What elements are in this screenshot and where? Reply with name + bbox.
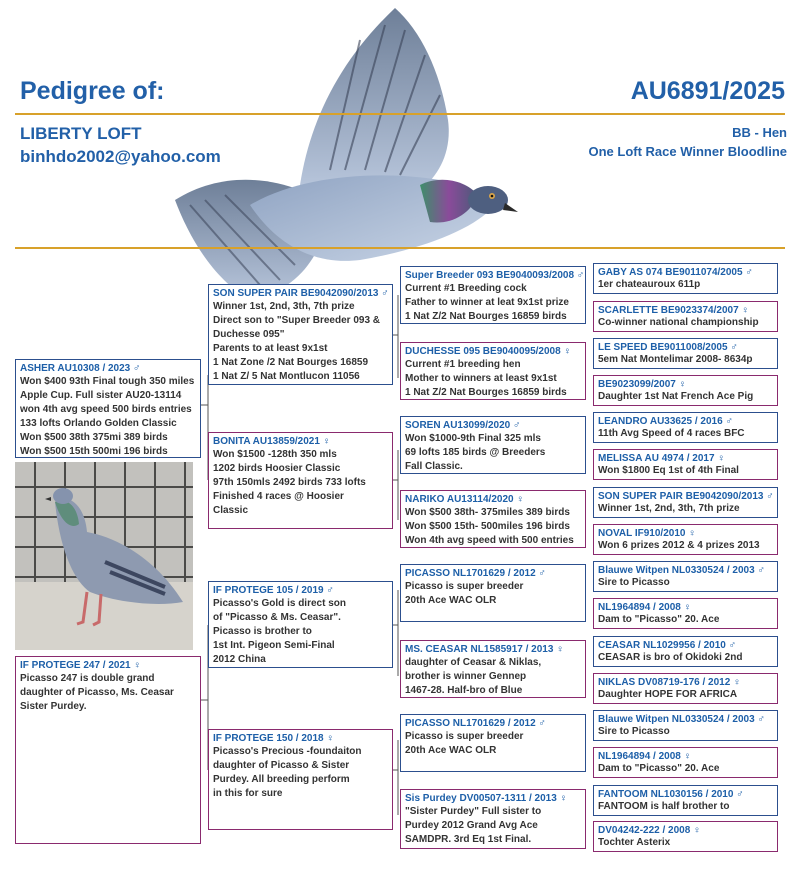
- ggp-name: NARIKO AU13114/2020: [405, 494, 514, 505]
- loft-email: binhdo2002@yahoo.com: [20, 147, 221, 166]
- g4-notes: Daughter 1st Nat French Ace Pig: [598, 391, 754, 402]
- g4-name: MELISSA AU 4974 / 2017: [598, 453, 715, 464]
- male-symbol-icon: ♂: [730, 342, 738, 353]
- grandparent-card[interactable]: [208, 432, 393, 529]
- g4-notes: Daughter HOPE FOR AFRICA: [598, 689, 738, 700]
- g4-card[interactable]: [593, 785, 778, 816]
- female-symbol-icon: ♀: [322, 436, 331, 447]
- g4-name: GABY AS 074 BE9011074/2005: [598, 267, 743, 278]
- female-symbol-icon: ♀: [563, 346, 571, 357]
- male-symbol-icon: ♂: [757, 714, 765, 725]
- grandparent-name: SON SUPER PAIR BE9042090/2013: [213, 288, 379, 299]
- grandparent-notes: Won $1500 -128th 350 mls 1202 birds Hoosier Classic 97th 150mls 2492 birds 733 lofts Finished 4 races @ Hoosier Classic: [213, 449, 366, 516]
- g4-card[interactable]: [593, 710, 778, 741]
- ggp-notes: "Sister Purdey" Full sister to Purdey 2012 Grand Avg Ace SAMDPR. 3rd Eq 1st Final.: [405, 806, 542, 845]
- g4-name: Blauwe Witpen NL0330524 / 2003: [598, 565, 755, 576]
- female-symbol-icon: ♀: [326, 733, 334, 744]
- male-symbol-icon: ♂: [133, 363, 141, 374]
- ggp-notes: Current #1 breeding hen Mother to winners at least 9x1st 1 Nat Z/2 Nat Bourges 16859 birds: [405, 359, 567, 398]
- g4-name: BE9023099/2007: [598, 379, 676, 390]
- loft-name: LIBERTY LOFT: [20, 124, 142, 143]
- g4-card[interactable]: [593, 673, 778, 704]
- pedigree-sire-card[interactable]: [15, 359, 201, 458]
- g4-card[interactable]: [593, 598, 778, 629]
- bloodline: One Loft Race Winner Bloodline: [588, 144, 787, 159]
- female-symbol-icon: ♀: [683, 751, 692, 762]
- ggp-name: DUCHESSE 095 BE9040095/2008: [405, 346, 561, 357]
- great-grandparent-card[interactable]: [400, 416, 586, 474]
- g4-notes: Won $1800 Eq 1st of 4th Final: [598, 465, 739, 476]
- ggp-name: PICASSO NL1701629 / 2012: [405, 568, 536, 579]
- g4-card[interactable]: [593, 487, 778, 518]
- g4-card[interactable]: [593, 747, 778, 778]
- female-symbol-icon: ♀: [683, 602, 692, 613]
- g4-card[interactable]: [593, 821, 778, 852]
- grandparent-card[interactable]: [208, 729, 393, 830]
- ggp-notes: Won $1000-9th Final 325 mls 69 lofts 185 birds @ Breeders Fall Classic.: [405, 433, 546, 472]
- grandparent-notes: Picasso's Precious -foundaiton daughter of Picasso & Sister Purdey. All breeding perform in this for sure: [213, 746, 362, 799]
- g4-name: DV04242-222 / 2008: [598, 825, 691, 836]
- great-grandparent-card[interactable]: [400, 789, 586, 849]
- g4-name: LEANDRO AU33625 / 2016: [598, 416, 723, 427]
- male-symbol-icon: ♂: [745, 267, 753, 278]
- g4-notes: Tochter Asterix: [598, 837, 671, 848]
- grandparent-name: BONITA AU13859/2021: [213, 436, 320, 447]
- male-symbol-icon: ♂: [576, 270, 585, 281]
- g4-notes: Sire to Picasso: [598, 726, 670, 737]
- g4-notes: Co-winner national championship: [598, 317, 759, 328]
- female-symbol-icon: ♀: [741, 305, 749, 316]
- g4-notes: Winner 1st, 2nd, 3th, 7th prize: [598, 503, 740, 514]
- grandparent-name: IF PROTEGE 105 / 2019: [213, 585, 324, 596]
- female-symbol-icon: ♀: [717, 453, 725, 464]
- female-symbol-icon: ♀: [678, 379, 687, 390]
- g4-name: LE SPEED BE9011008/2005: [598, 342, 728, 353]
- ggp-name: PICASSO NL1701629 / 2012: [405, 718, 536, 729]
- grandparent-card[interactable]: [208, 284, 393, 385]
- male-symbol-icon: ♂: [381, 288, 389, 299]
- male-symbol-icon: ♂: [725, 416, 733, 427]
- pedigree-dam-card[interactable]: [15, 656, 201, 844]
- great-grandparent-card[interactable]: [400, 490, 586, 548]
- female-symbol-icon: ♀: [688, 528, 696, 539]
- color-sex: BB - Hen: [732, 125, 787, 140]
- g4-notes: 1er chateauroux 611p: [598, 279, 701, 290]
- ggp-notes: Current #1 Breeding cock Father to winner at leat 9x1st prize 1 Nat Z/2 Nat Bourges 16859 birds: [405, 283, 569, 322]
- g4-name: NIKLAS DV08719-176 / 2012: [598, 677, 731, 688]
- g4-card[interactable]: [593, 636, 778, 667]
- g4-notes: 11th Avg Speed of 4 races BFC: [598, 428, 745, 439]
- g4-notes: FANTOOM is half brother to: [598, 801, 730, 812]
- female-symbol-icon: ♀: [516, 494, 524, 505]
- ggp-notes: daughter of Ceasar & Niklas, brother is winner Gennep 1467-28. Half-bro of Blue: [405, 657, 542, 696]
- male-symbol-icon: ♂: [766, 491, 774, 502]
- male-symbol-icon: ♂: [538, 568, 546, 579]
- ggp-notes: Won $500 38th- 375miles 389 birds Won $500 15th- 500miles 196 birds Won 4th avg speed with 500 entries: [405, 507, 574, 546]
- great-grandparent-card[interactable]: [400, 342, 586, 400]
- grandparent-card[interactable]: [208, 581, 393, 668]
- g4-notes: Sire to Picasso: [598, 577, 670, 588]
- g4-name: SON SUPER PAIR BE9042090/2013: [598, 491, 764, 502]
- g4-notes: Dam to "Picasso" 20. Ace: [598, 614, 720, 625]
- grandparent-notes: Picasso's Gold is direct son of "Picasso & Ms. Ceasar". Picasso is brother to 1st Int. Pigeon Semi-Final 2012 China: [213, 598, 346, 665]
- page-title: Pedigree of:: [20, 77, 165, 105]
- g4-card[interactable]: [593, 301, 778, 332]
- g4-card[interactable]: [593, 412, 778, 443]
- ggp-name: Super Breeder 093 BE9040093/2008: [405, 270, 575, 281]
- sire-name: ASHER AU10308 / 2023: [20, 363, 131, 374]
- ggp-name: Sis Purdey DV00507-1311 / 2013: [405, 793, 557, 804]
- g4-name: NOVAL IF910/2010: [598, 528, 686, 539]
- ggp-name: SOREN AU13099/2020: [405, 420, 511, 431]
- g4-notes: CEASAR is bro of Okidoki 2nd: [598, 652, 743, 663]
- g4-card[interactable]: [593, 338, 778, 369]
- female-symbol-icon: ♀: [556, 644, 564, 655]
- ggp-name: MS. CEASAR NL1585917 / 2013: [405, 644, 554, 655]
- ggp-notes: Picasso is super breeder 20th Ace WAC OLR: [405, 581, 524, 606]
- dam-name: IF PROTEGE 247 / 2021: [20, 660, 131, 671]
- male-symbol-icon: ♂: [736, 789, 744, 800]
- male-symbol-icon: ♂: [513, 420, 521, 431]
- g4-name: FANTOOM NL1030156 / 2010: [598, 789, 734, 800]
- great-grandparent-card[interactable]: [400, 564, 586, 622]
- g4-notes: Dam to "Picasso" 20. Ace: [598, 763, 720, 774]
- great-grandparent-card[interactable]: [400, 714, 586, 772]
- g4-card[interactable]: [593, 375, 778, 406]
- grandparent-name: IF PROTEGE 150 / 2018: [213, 733, 324, 744]
- male-symbol-icon: ♂: [757, 565, 765, 576]
- sire-notes: Won $400 93th Final tough 350 miles Apple Cup. Full sister AU20-13114 won 4th avg speed 500 birds entries 133 lofts Orlando Golden Classic Won $500 38th 375mi 389 birds Won $500 15th 500mi 196 birds: [20, 376, 195, 457]
- g4-name: Blauwe Witpen NL0330524 / 2003: [598, 714, 755, 725]
- g4-card[interactable]: [593, 524, 778, 555]
- g4-name: NL1964894 / 2008: [598, 751, 681, 762]
- grandparent-notes: Winner 1st, 2nd, 3th, 7th prize Direct son to "Super Breeder 093 & Duchesse 095" Parents to at least 9x1st 1 Nat Zone /2 Nat Bourges 16859 1 Nat Z/ 5 Nat Montlucon 11056: [213, 301, 381, 382]
- g4-name: SCARLETTE BE9023374/2007: [598, 305, 739, 316]
- female-symbol-icon: ♀: [693, 825, 701, 836]
- female-symbol-icon: ♀: [733, 677, 741, 688]
- male-symbol-icon: ♂: [326, 585, 334, 596]
- dam-notes: Picasso 247 is double grand daughter of Picasso, Ms. Ceasar Sister Purdey.: [20, 673, 174, 712]
- ggp-notes: Picasso is super breeder 20th Ace WAC OLR: [405, 731, 524, 756]
- g4-card[interactable]: [593, 449, 778, 480]
- male-symbol-icon: ♂: [538, 718, 546, 729]
- male-symbol-icon: ♂: [728, 640, 737, 651]
- g4-notes: Won 6 prizes 2012 & 4 prizes 2013: [598, 540, 760, 551]
- g4-notes: 5em Nat Montelimar 2008- 8634p: [598, 354, 753, 365]
- g4-card[interactable]: [593, 263, 778, 294]
- great-grandparent-card[interactable]: [400, 266, 586, 324]
- female-symbol-icon: ♀: [133, 660, 141, 671]
- g4-card[interactable]: [593, 561, 778, 592]
- g4-name: NL1964894 / 2008: [598, 602, 681, 613]
- g4-name: CEASAR NL1029956 / 2010: [598, 640, 726, 651]
- ring-number: AU6891/2025: [630, 77, 785, 105]
- female-symbol-icon: ♀: [559, 793, 568, 804]
- great-grandparent-card[interactable]: [400, 640, 586, 698]
